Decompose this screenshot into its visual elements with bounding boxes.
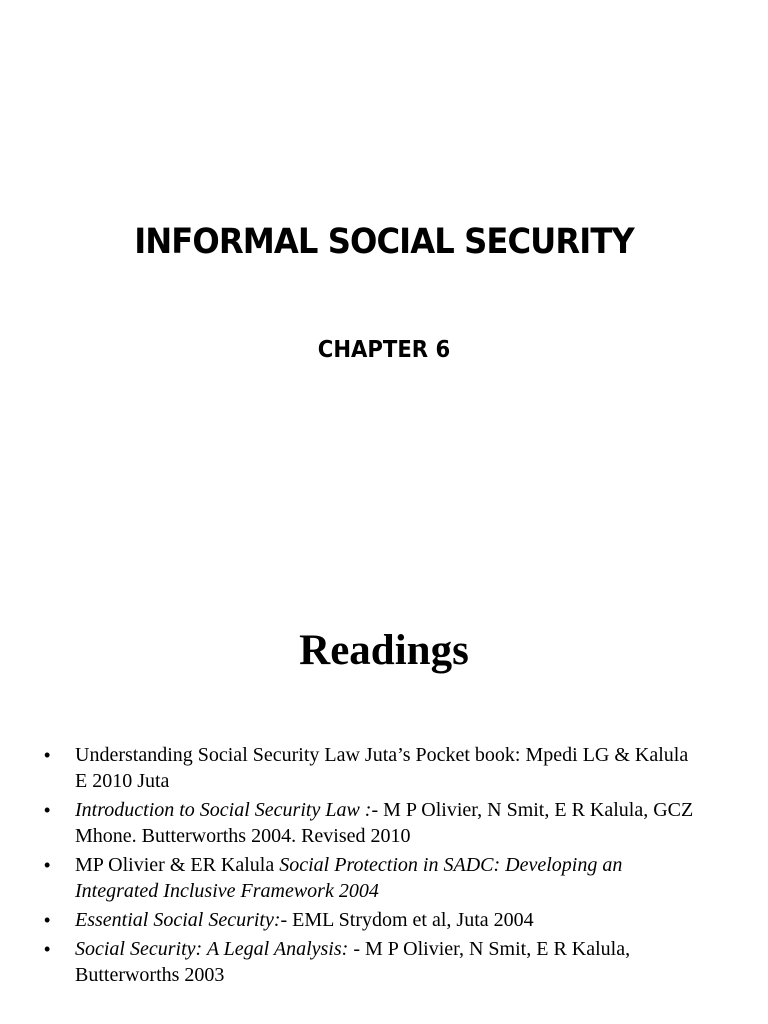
bullet-icon: • xyxy=(44,800,51,820)
reading-text-after: - EML Strydom et al, Juta 2004 xyxy=(280,909,534,931)
bullet-icon: • xyxy=(44,745,51,765)
reading-item xyxy=(0,852,768,904)
reading-title: Essential Social Security: xyxy=(75,909,281,931)
reading-title: Social Protection in SADC: Developing an Integrated Inclusive Framework 2004 xyxy=(75,854,623,902)
reading-text-after: - M P Olivier, N Smit, E R Kalula, Butterworths 2003 xyxy=(75,938,631,986)
readings-slide xyxy=(0,512,768,1024)
reading-item xyxy=(0,742,768,794)
bullet-icon: • xyxy=(44,939,51,959)
reading-item xyxy=(0,907,768,933)
reading-title: Introduction to Social Security Law : xyxy=(75,799,372,821)
bullet-icon: • xyxy=(44,855,51,875)
readings-list xyxy=(0,742,768,991)
bullet-icon: • xyxy=(44,910,51,930)
chapter-subtitle: CHAPTER 6 xyxy=(317,337,451,363)
slide-title: INFORMAL SOCIAL SECURITY xyxy=(134,222,634,262)
reading-item xyxy=(0,936,768,988)
reading-text: MP Olivier & ER Kalula xyxy=(75,854,280,876)
reading-title: Social Security: A Legal Analysis: xyxy=(75,938,349,960)
reading-text-after: - M P Olivier, N Smit, E R Kalula, GCZ Mhone. Butterworths 2004. Revised 2010 xyxy=(75,799,694,847)
reading-text: Understanding Social Security Law Juta’s Pocket book: Mpedi LG & Kalula E 2010 Juta xyxy=(75,744,689,792)
readings-heading: Readings xyxy=(299,627,469,674)
reading-item xyxy=(0,797,768,849)
